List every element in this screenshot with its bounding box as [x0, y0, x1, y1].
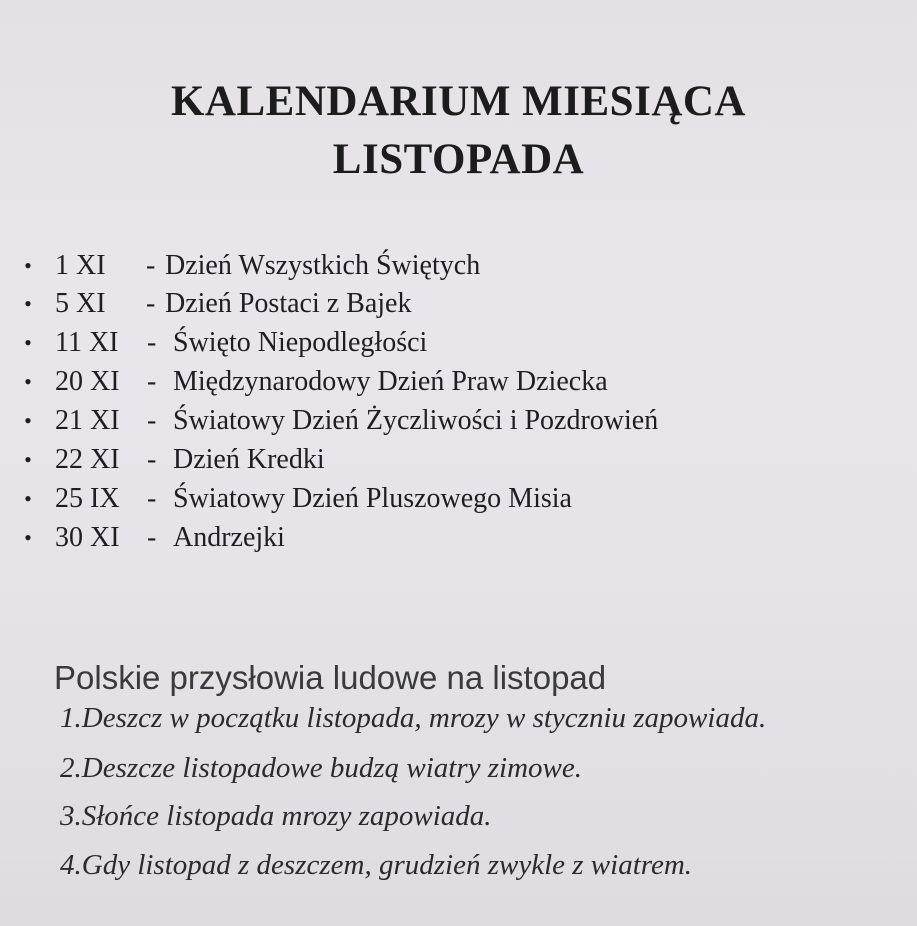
- title-line-2: LISTOPADA: [332, 136, 585, 183]
- bullet: •: [24, 486, 32, 511]
- separator: -: [147, 483, 157, 514]
- proverbs-heading: Polskie przysłowia ludowe na listopad: [54, 659, 607, 696]
- event-name: Andrzejki: [173, 522, 285, 553]
- separator: -: [146, 288, 156, 319]
- list-item: [0, 481, 917, 517]
- list-item: [0, 325, 917, 361]
- proverb-item: 1.Deszcz w początku listopada, mrozy w styczniu zapowiada.: [60, 702, 767, 734]
- separator: -: [146, 250, 156, 281]
- list-item: [0, 364, 917, 400]
- list-item: [0, 403, 917, 439]
- event-date: 11 XI: [55, 327, 119, 358]
- event-date: 30 XI: [55, 522, 120, 553]
- event-name: Święto Niepodległości: [173, 327, 428, 358]
- proverb-item: 2.Deszcze listopadowe budzą wiatry zimowe.: [60, 752, 582, 784]
- list-item: [0, 442, 917, 478]
- event-date: 1 XI: [55, 250, 106, 281]
- title-line-1: KALENDARIUM MIESIĄCA: [170, 78, 746, 125]
- separator: -: [147, 405, 157, 436]
- separator: -: [147, 444, 157, 475]
- event-name: Dzień Postaci z Bajek: [165, 288, 412, 319]
- event-date: 25 IX: [55, 483, 120, 514]
- bullet: •: [24, 447, 32, 472]
- bullet: •: [24, 408, 32, 433]
- event-name: Dzień Kredki: [173, 444, 325, 475]
- bullet: •: [24, 253, 32, 278]
- event-date: 21 XI: [55, 405, 120, 436]
- event-name: Dzień Wszystkich Świętych: [165, 250, 481, 281]
- separator: -: [147, 366, 157, 397]
- list-item: [0, 520, 917, 556]
- event-name: Światowy Dzień Życzliwości i Pozdrowień: [173, 405, 659, 436]
- bullet: •: [24, 525, 32, 550]
- bullet: •: [24, 291, 32, 316]
- proverb-item: 4.Gdy listopad z deszczem, grudzień zwykle z wiatrem.: [60, 849, 693, 881]
- separator: -: [147, 522, 157, 553]
- list-item: [0, 286, 917, 322]
- event-date: 5 XI: [55, 288, 106, 319]
- bullet: •: [24, 369, 32, 394]
- event-name: Międzynarodowy Dzień Praw Dziecka: [173, 366, 608, 397]
- event-name: Światowy Dzień Pluszowego Misia: [173, 483, 572, 514]
- bullet: •: [24, 330, 32, 355]
- event-date: 22 XI: [55, 444, 120, 475]
- list-item: [0, 248, 917, 284]
- proverb-item: 3.Słońce listopada mrozy zapowiada.: [60, 800, 492, 832]
- separator: -: [147, 327, 157, 358]
- event-date: 20 XI: [55, 366, 120, 397]
